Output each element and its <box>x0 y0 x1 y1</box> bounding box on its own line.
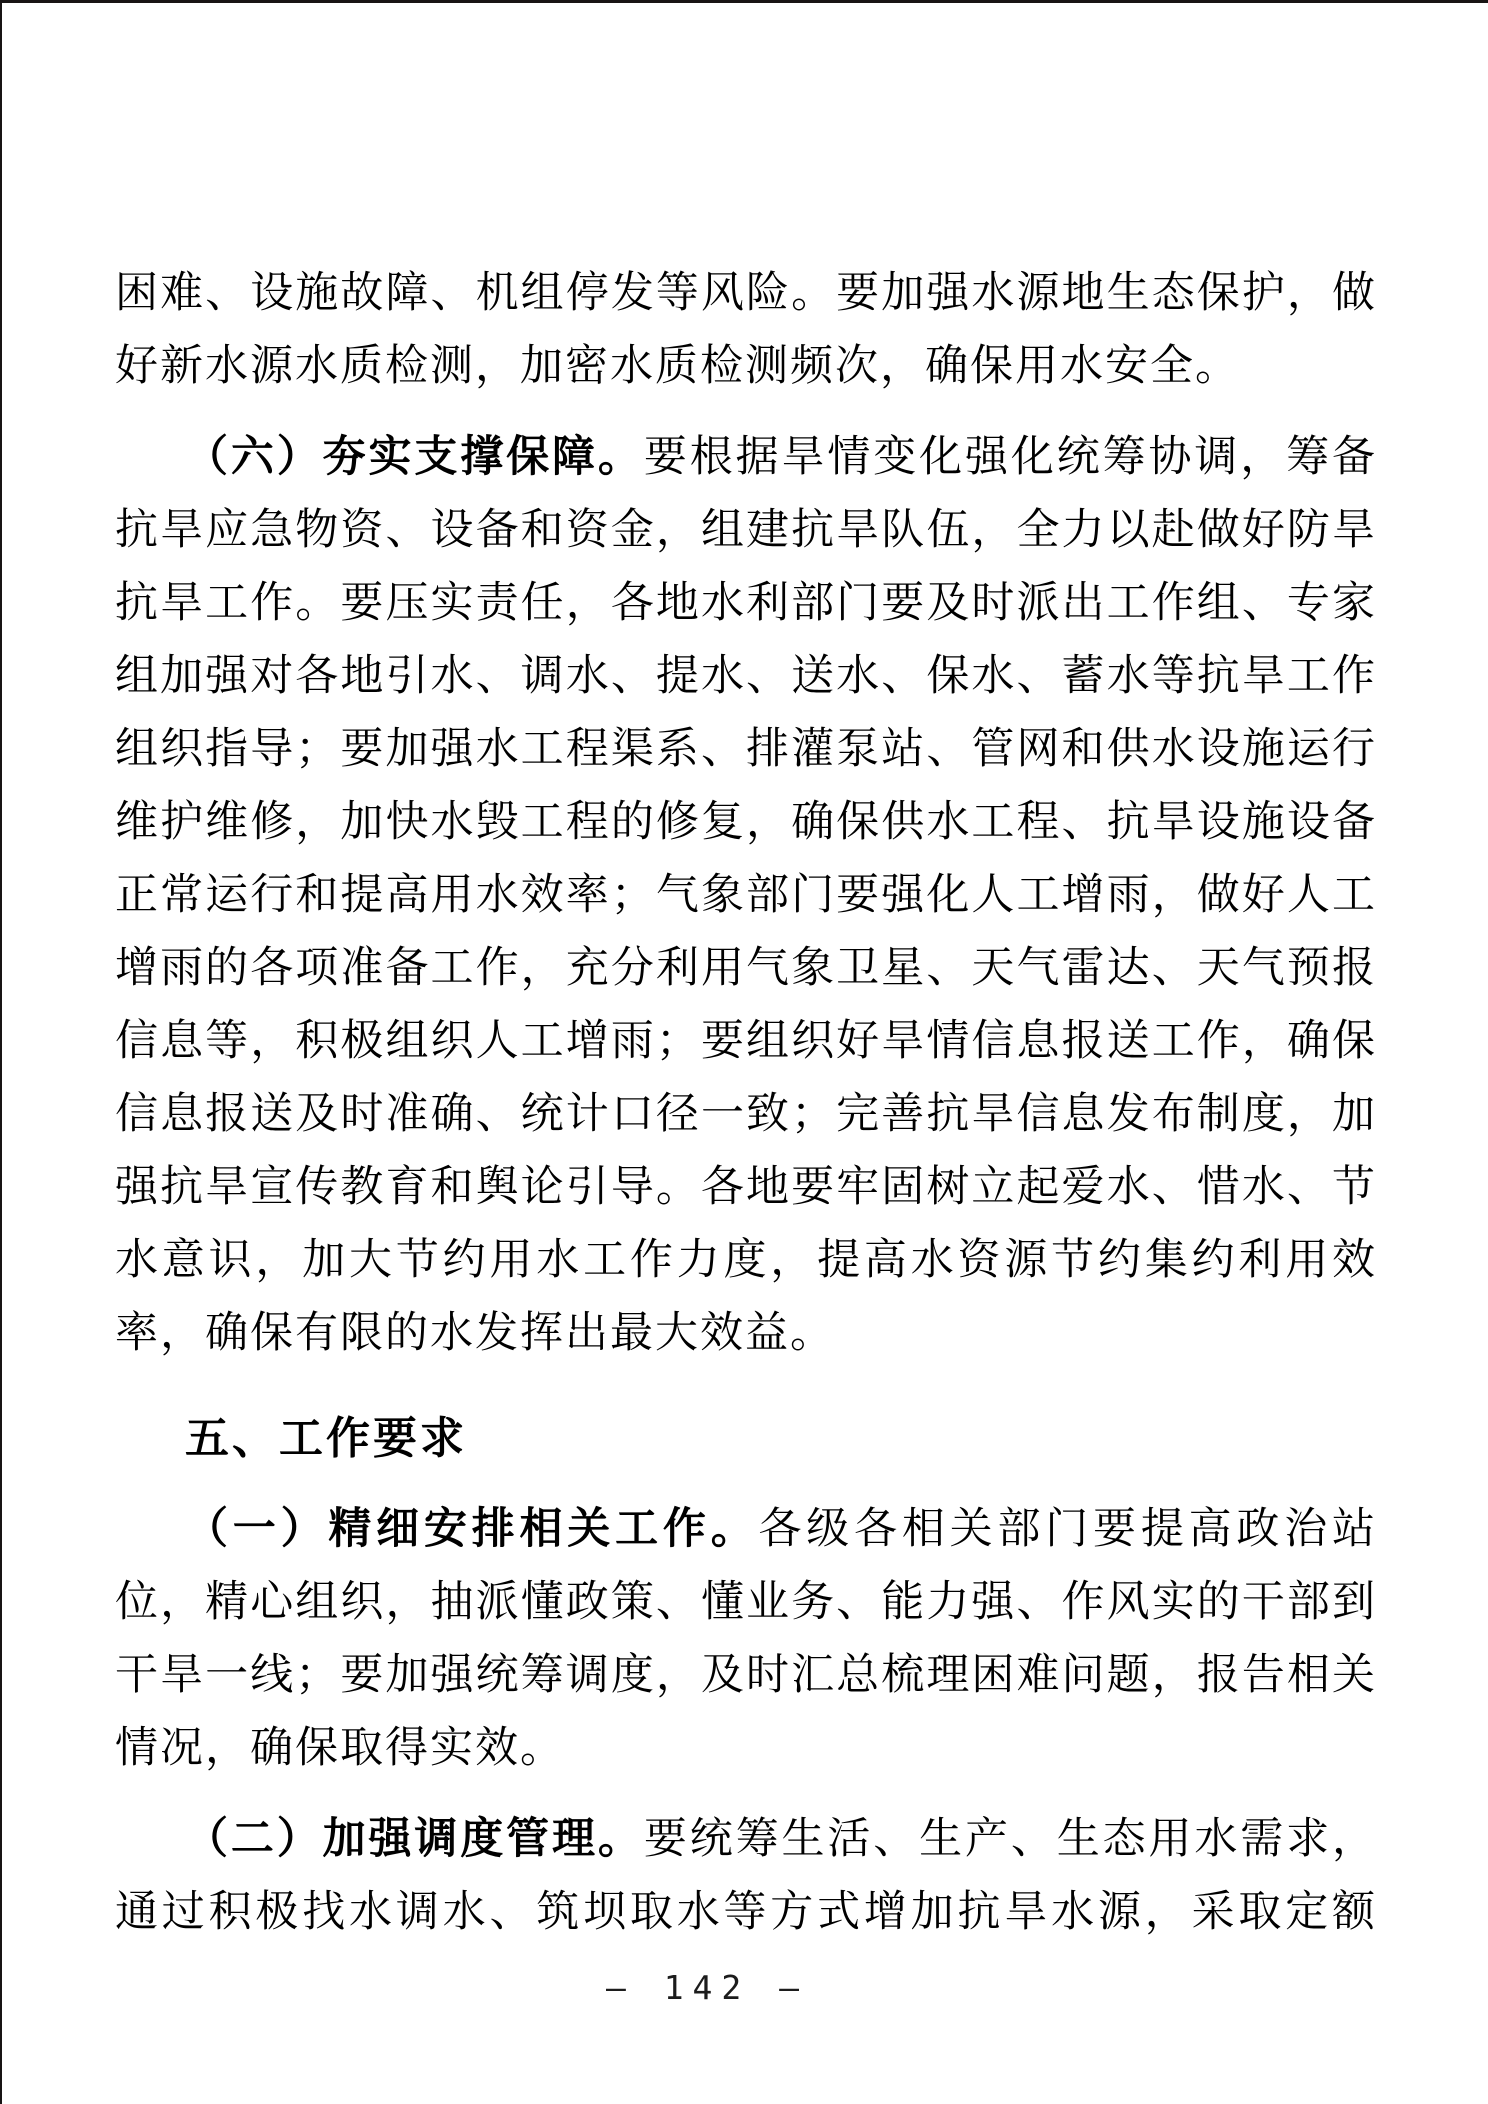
paragraph-item-2-body: 要统筹生活、生产、生态用水需求，通过积极找水调水、筑坝取水等方式增加抗旱水源，采取定额 <box>115 1816 1378 1936</box>
paragraph-item-6-lead: （六）夯实支撑保障。 <box>185 434 644 481</box>
paragraph-item-2 <box>115 1803 1377 1949</box>
paragraph-item-1 <box>115 1493 1377 1785</box>
paragraph-item-6 <box>115 421 1377 1370</box>
section-heading-work-requirements: 五、工作要求 <box>185 1414 467 1463</box>
paragraph-item-1-body: 各级各相关部门要提高政治站位，精心组织，抽派懂政策、懂业务、能力强、作风实的干部到干旱一线；要加强统筹调度，及时汇总梳理困难问题，报告相关情况，确保取得实效。 <box>115 1506 1377 1772</box>
paragraph-item-1-lead: （一）精细安排相关工作。 <box>185 1506 759 1553</box>
document-body <box>115 257 1377 1949</box>
paragraph-item-6-body: 要根据旱情变化强化统筹协调，筹备抗旱应急物资、设备和资金，组建抗旱队伍，全力以赴做好防旱抗旱工作。要压实责任，各地水利部门要及时派出工作组、专家组加强对各地引水、调水、提水、送水、保水、蓄水等抗旱工作组织指导；要加强水工程渠系、排灌泵站、管网和供水设施运行维护维修，加快水毁工程的修复，确保供水工程、抗旱设施设备正常运行和提高用水效率；气象部门要强化人工增雨，做好人工增雨的各项准备工作，充分利用气象卫星、天气雷达、天气预报信息等，积极组织人工增雨；要组织好旱情信息报送工作，确保信息报送及时准确、统计口径一致；完善抗旱信息发布制度，加强抗旱宣传教育和舆论引导。各地要牢固树立起爱水、惜水、节水意识，加大节约用水工作力度，提高水资源节约集约利用效率，确保有限的水发挥出最大效益。 <box>115 434 1378 1357</box>
paragraph-item-2-lead: （二）加强调度管理。 <box>185 1816 644 1863</box>
scan-edge-left-line <box>0 0 2 2104</box>
page-number: – 142 – <box>605 1968 809 2007</box>
paragraph-continuation: 困难、设施故障、机组停发等风险。要加强水源地生态保护，做好新水源水质检测，加密水质检测频次，确保用水安全。 <box>115 270 1377 390</box>
scan-edge-top-line <box>0 0 1488 3</box>
